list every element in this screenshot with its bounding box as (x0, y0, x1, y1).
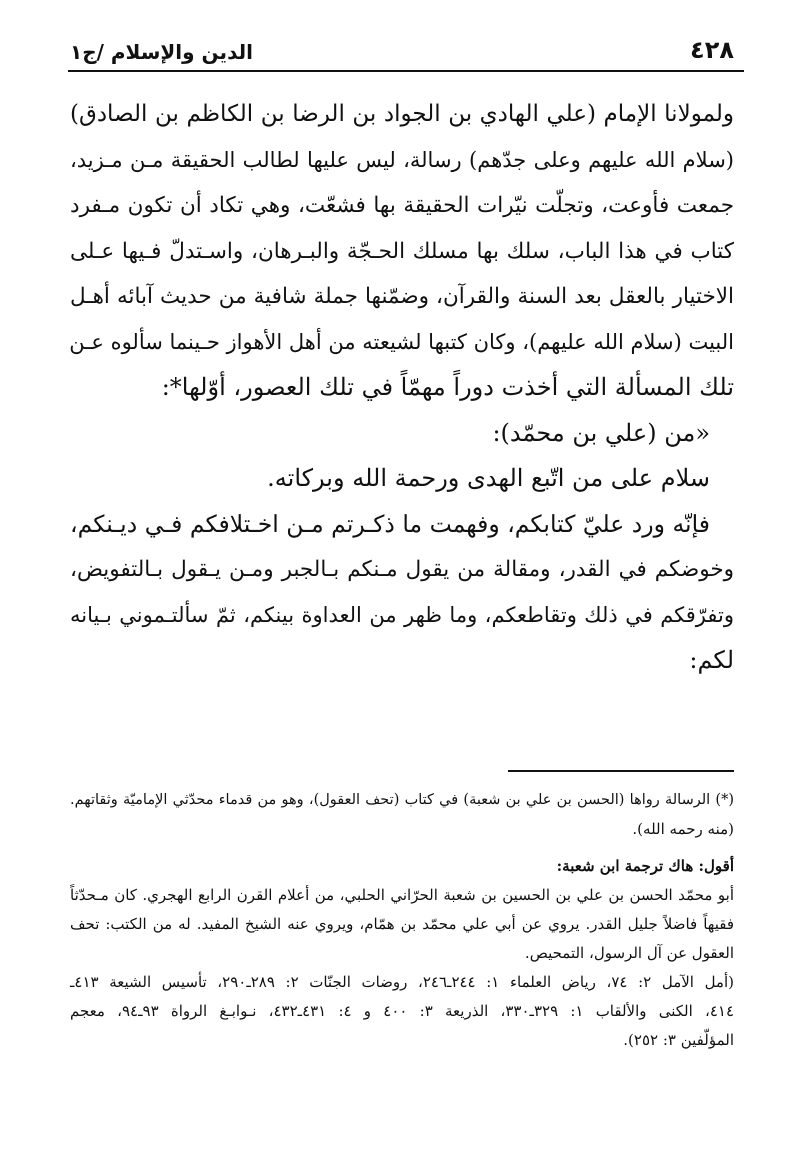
text-line: الاختيار بالعقل بعد السنة والقرآن، وضمّنها جملة شافية من حديث آبائه أهـل (70, 284, 734, 309)
footnote-line: المؤلّفين ٣: ٢٥٢). (623, 1031, 734, 1049)
text-line: وتفرّقكم في ذلك وتقاطعكم، وما ظهر من العداوة بينكم، ثمّ سألتـموني بـيانه (70, 602, 734, 627)
text-line: (سلام الله عليهم وعلى جدّهم) رسالة، ليس عليها لطالب الحقيقة مـن مـزيد، (70, 147, 734, 172)
text-line: سلام على من اتّبع الهدى ورحمة الله وبركاته. (267, 464, 710, 492)
running-title: الدين والإسلام /ج١ (70, 40, 253, 64)
footnote-line: فقيهاً فاضلاً جليل القدر. يروي عن أبي علي محمّد بن همّام، ويروي عنه الشيخ المفيد. له من الكتب: تحف (70, 915, 734, 933)
text-line: كتاب في هذا الباب، سلك بها مسلك الحـجّة والبـرهان، واسـتدلّ فـيها عـلى (70, 238, 734, 264)
footnotes (70, 786, 734, 1055)
footnote-line: (أمل الآمل ٢: ٧٤، رياض العلماء ١: ٢٤٤ـ٢٤٦، روضات الجنّات ٢: ٢٨٩ـ٢٩٠، تأسيس الشيعة ٤١٣ـ (70, 973, 734, 991)
footnote-rule (508, 770, 734, 772)
text-line: فإنّه ورد عليّ كتابكم، وفهمت ما ذكـرتم مـن اخـتلافكم فـي ديـنكم، (70, 509, 710, 538)
footnote-line: العقول عن آل الرسول، التمحيص. (524, 944, 734, 962)
text-line: «من (علي بن محمّد): (492, 418, 710, 447)
footnote-line: (منه رحمه الله). (632, 820, 734, 838)
footnote-line: ٤١٤، الكنى والألقاب ١: ٣٢٩ـ٣٣٠، الذريعة ٣: ٤٠٠ و ٤: ٤٣١ـ٤٣٢، نـوابـغ الرواة ٩٣ـ٩٤، معجم (70, 1002, 735, 1020)
text-line: تلك المسألة التي أخذت دوراً مهمّاً في تلك العصور، أوّلها*: (161, 373, 734, 401)
text-line: لكم: (689, 646, 734, 674)
footnote-line: أبو محمّد الحسن بن علي بن الحسين بن شعبة الحرّاني الحلبي، من أعلام القرن الرابع الهجري. كان مـحدّثاً (70, 886, 734, 904)
text-line: البيت (سلام الله عليهم)، وكان كتبها لشيعته من أهل الأهواز حـينما سألوه عـن (69, 329, 734, 354)
page-header (70, 28, 734, 64)
footnote-line: (*) الرسالة رواها (الحسن بن علي بن شعبة) في كتاب (تحف العقول)، وهو من قدماء محدّثي الإماميّة وثقاتهم. (70, 792, 734, 808)
text-line: وخوضكم في القدر، ومقالة من يقول مـنكم بـالجبر ومـن يـقول بـالتفويض، (70, 557, 734, 582)
page-number: ٤٢٨ (690, 36, 734, 64)
header-rule (68, 70, 744, 72)
footnote-line: أقول: هاك ترجمة ابن شعبة: (556, 857, 734, 875)
text-line: جمعت فأوعت، وتجلّت نيّرات الحقيقة بها فشعّت، وهي تكاد أن تكون مـفرد (70, 193, 734, 218)
main-text (70, 92, 734, 684)
text-line: ولمولانا الإمام (علي الهادي بن الجواد بن الرضا بن الكاظم بن الصادق) (70, 101, 734, 127)
